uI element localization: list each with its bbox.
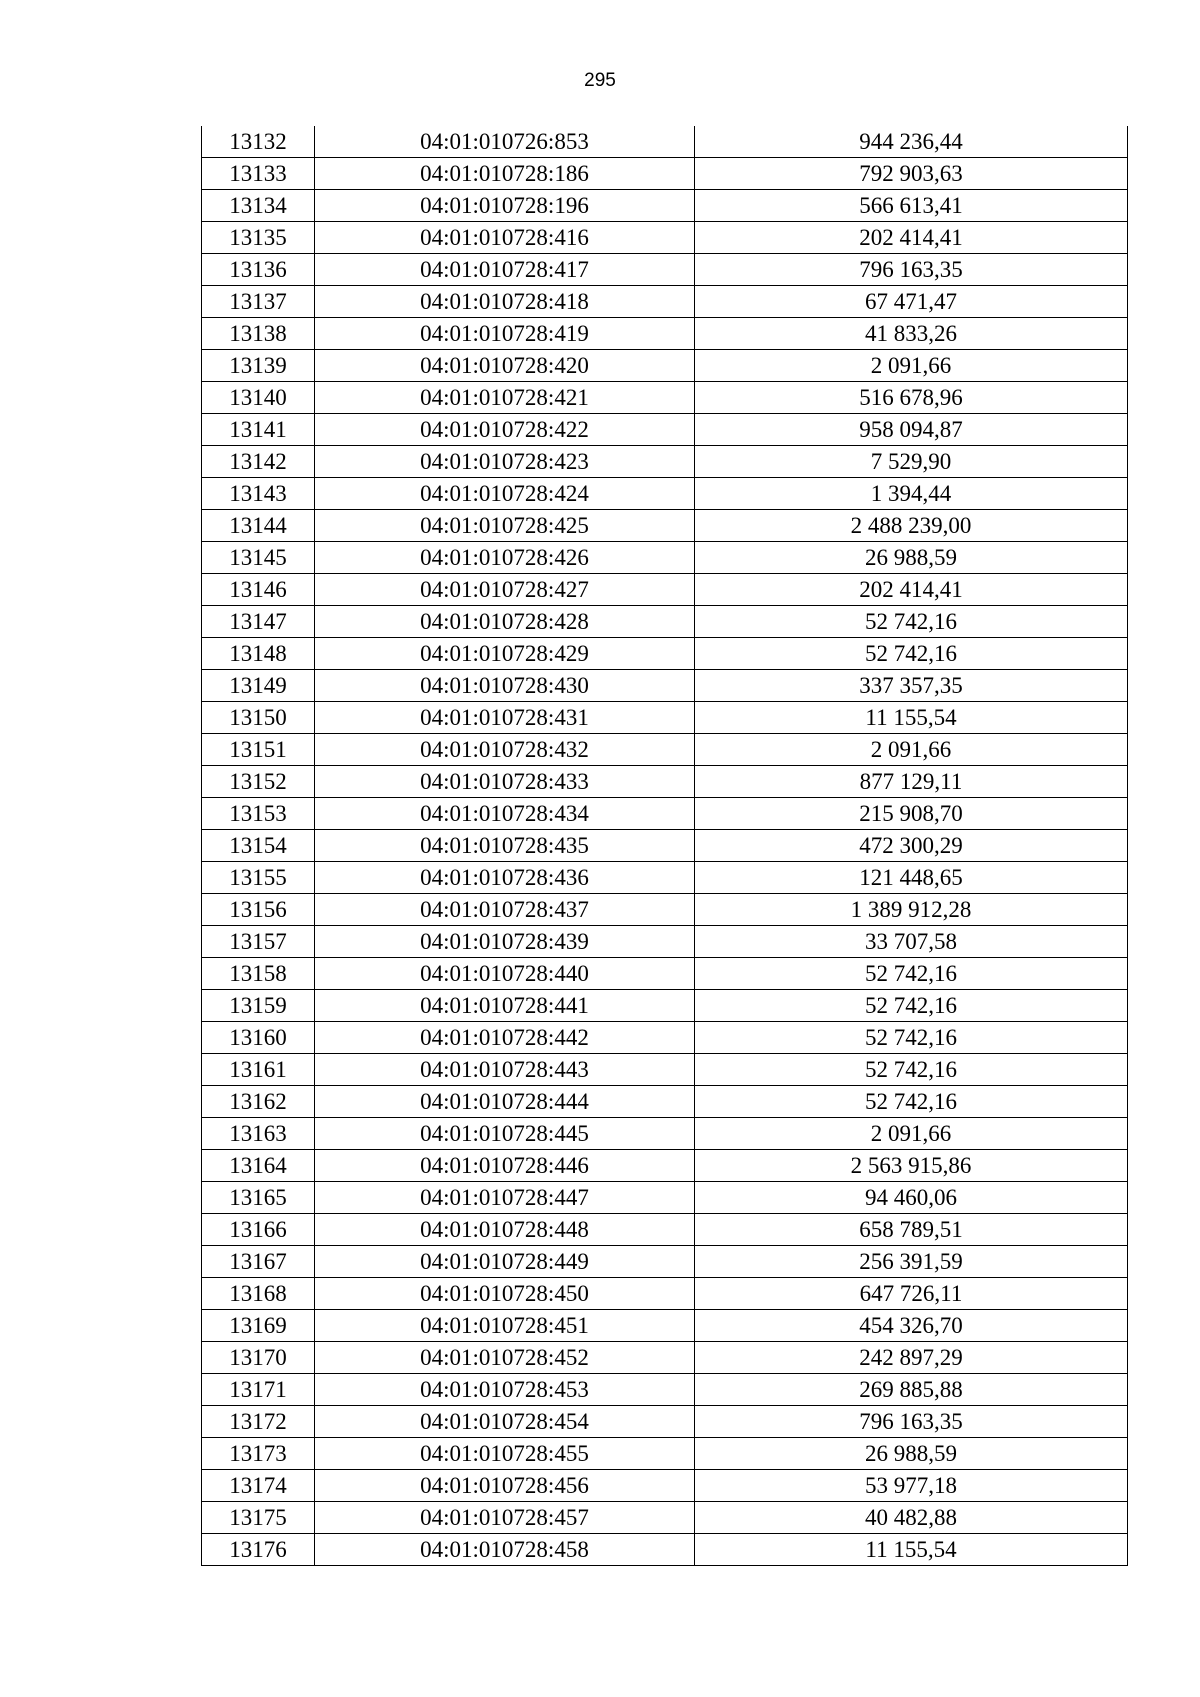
cadastral-number-cell: 04:01:010728:419 — [315, 318, 695, 350]
table-row — [202, 1246, 1128, 1278]
table-row — [202, 990, 1128, 1022]
value-cell: 454 326,70 — [695, 1310, 1128, 1342]
value-cell: 94 460,06 — [695, 1182, 1128, 1214]
cadastral-number-cell: 04:01:010728:423 — [315, 446, 695, 478]
table-row — [202, 190, 1128, 222]
cadastral-number-cell: 04:01:010728:435 — [315, 830, 695, 862]
row-number-cell: 13175 — [202, 1502, 315, 1534]
value-cell: 337 357,35 — [695, 670, 1128, 702]
row-number-cell: 13167 — [202, 1246, 315, 1278]
table-row — [202, 1310, 1128, 1342]
row-number-cell: 13168 — [202, 1278, 315, 1310]
table-row — [202, 798, 1128, 830]
cadastral-number-cell: 04:01:010728:431 — [315, 702, 695, 734]
cadastral-number-cell: 04:01:010728:437 — [315, 894, 695, 926]
value-cell: 242 897,29 — [695, 1342, 1128, 1374]
value-cell: 40 482,88 — [695, 1502, 1128, 1534]
row-number-cell: 13133 — [202, 158, 315, 190]
cadastral-number-cell: 04:01:010728:442 — [315, 1022, 695, 1054]
cadastral-number-cell: 04:01:010728:196 — [315, 190, 695, 222]
row-number-cell: 13170 — [202, 1342, 315, 1374]
value-cell: 26 988,59 — [695, 542, 1128, 574]
table-row — [202, 1438, 1128, 1470]
value-cell: 52 742,16 — [695, 638, 1128, 670]
value-cell: 52 742,16 — [695, 1086, 1128, 1118]
table-row — [202, 1374, 1128, 1406]
cadastral-number-cell: 04:01:010728:434 — [315, 798, 695, 830]
table-row — [202, 926, 1128, 958]
table-row — [202, 350, 1128, 382]
cadastral-number-cell: 04:01:010728:444 — [315, 1086, 695, 1118]
table-row — [202, 1022, 1128, 1054]
value-cell: 877 129,11 — [695, 766, 1128, 798]
value-cell: 52 742,16 — [695, 606, 1128, 638]
row-number-cell: 13149 — [202, 670, 315, 702]
data-table — [201, 126, 1128, 1566]
table-row — [202, 1406, 1128, 1438]
row-number-cell: 13142 — [202, 446, 315, 478]
cadastral-number-cell: 04:01:010728:427 — [315, 574, 695, 606]
value-cell: 52 742,16 — [695, 958, 1128, 990]
row-number-cell: 13141 — [202, 414, 315, 446]
table-row — [202, 574, 1128, 606]
table-row — [202, 638, 1128, 670]
value-cell: 2 091,66 — [695, 1118, 1128, 1150]
row-number-cell: 13134 — [202, 190, 315, 222]
row-number-cell: 13173 — [202, 1438, 315, 1470]
value-cell: 472 300,29 — [695, 830, 1128, 862]
cadastral-number-cell: 04:01:010728:439 — [315, 926, 695, 958]
value-cell: 2 091,66 — [695, 734, 1128, 766]
table-row — [202, 286, 1128, 318]
table-row — [202, 222, 1128, 254]
value-cell: 2 091,66 — [695, 350, 1128, 382]
value-cell: 52 742,16 — [695, 990, 1128, 1022]
row-number-cell: 13158 — [202, 958, 315, 990]
value-cell: 11 155,54 — [695, 1534, 1128, 1566]
cadastral-number-cell: 04:01:010728:430 — [315, 670, 695, 702]
row-number-cell: 13156 — [202, 894, 315, 926]
table-row — [202, 958, 1128, 990]
cadastral-number-cell: 04:01:010728:448 — [315, 1214, 695, 1246]
table-row — [202, 606, 1128, 638]
row-number-cell: 13176 — [202, 1534, 315, 1566]
row-number-cell: 13152 — [202, 766, 315, 798]
table-row — [202, 766, 1128, 798]
value-cell: 796 163,35 — [695, 1406, 1128, 1438]
table-row — [202, 1214, 1128, 1246]
table-row — [202, 254, 1128, 286]
row-number-cell: 13132 — [202, 126, 315, 158]
table-row — [202, 382, 1128, 414]
table-row — [202, 1534, 1128, 1566]
table-body — [202, 126, 1128, 1566]
row-number-cell: 13157 — [202, 926, 315, 958]
row-number-cell: 13148 — [202, 638, 315, 670]
cadastral-number-cell: 04:01:010728:457 — [315, 1502, 695, 1534]
cadastral-number-cell: 04:01:010728:428 — [315, 606, 695, 638]
value-cell: 7 529,90 — [695, 446, 1128, 478]
table-row — [202, 478, 1128, 510]
value-cell: 944 236,44 — [695, 126, 1128, 158]
cadastral-number-cell: 04:01:010728:440 — [315, 958, 695, 990]
page-number: 295 — [584, 70, 616, 91]
value-cell: 256 391,59 — [695, 1246, 1128, 1278]
value-cell: 33 707,58 — [695, 926, 1128, 958]
value-cell: 121 448,65 — [695, 862, 1128, 894]
value-cell: 958 094,87 — [695, 414, 1128, 446]
cadastral-number-cell: 04:01:010726:853 — [315, 126, 695, 158]
table-row — [202, 510, 1128, 542]
table-row — [202, 318, 1128, 350]
row-number-cell: 13165 — [202, 1182, 315, 1214]
table-row — [202, 1502, 1128, 1534]
table-row — [202, 1182, 1128, 1214]
table-row — [202, 894, 1128, 926]
table-row — [202, 862, 1128, 894]
value-cell: 1 389 912,28 — [695, 894, 1128, 926]
cadastral-number-cell: 04:01:010728:417 — [315, 254, 695, 286]
value-cell: 52 742,16 — [695, 1054, 1128, 1086]
row-number-cell: 13145 — [202, 542, 315, 574]
value-cell: 1 394,44 — [695, 478, 1128, 510]
row-number-cell: 13143 — [202, 478, 315, 510]
row-number-cell: 13151 — [202, 734, 315, 766]
row-number-cell: 13174 — [202, 1470, 315, 1502]
table-row — [202, 1150, 1128, 1182]
row-number-cell: 13160 — [202, 1022, 315, 1054]
row-number-cell: 13153 — [202, 798, 315, 830]
value-cell: 53 977,18 — [695, 1470, 1128, 1502]
table-row — [202, 446, 1128, 478]
table-row — [202, 158, 1128, 190]
cadastral-number-cell: 04:01:010728:452 — [315, 1342, 695, 1374]
table-row — [202, 1118, 1128, 1150]
row-number-cell: 13161 — [202, 1054, 315, 1086]
cadastral-number-cell: 04:01:010728:449 — [315, 1246, 695, 1278]
table-row — [202, 542, 1128, 574]
row-number-cell: 13164 — [202, 1150, 315, 1182]
value-cell: 792 903,63 — [695, 158, 1128, 190]
cadastral-number-cell: 04:01:010728:429 — [315, 638, 695, 670]
row-number-cell: 13169 — [202, 1310, 315, 1342]
row-number-cell: 13150 — [202, 702, 315, 734]
row-number-cell: 13166 — [202, 1214, 315, 1246]
row-number-cell: 13159 — [202, 990, 315, 1022]
value-cell: 41 833,26 — [695, 318, 1128, 350]
cadastral-number-cell: 04:01:010728:420 — [315, 350, 695, 382]
value-cell: 658 789,51 — [695, 1214, 1128, 1246]
value-cell: 202 414,41 — [695, 574, 1128, 606]
cadastral-number-cell: 04:01:010728:426 — [315, 542, 695, 574]
cadastral-number-cell: 04:01:010728:425 — [315, 510, 695, 542]
table-row — [202, 1278, 1128, 1310]
value-cell: 2 563 915,86 — [695, 1150, 1128, 1182]
row-number-cell: 13172 — [202, 1406, 315, 1438]
cadastral-number-cell: 04:01:010728:436 — [315, 862, 695, 894]
cadastral-number-cell: 04:01:010728:441 — [315, 990, 695, 1022]
row-number-cell: 13140 — [202, 382, 315, 414]
row-number-cell: 13147 — [202, 606, 315, 638]
cadastral-number-cell: 04:01:010728:454 — [315, 1406, 695, 1438]
value-cell: 796 163,35 — [695, 254, 1128, 286]
value-cell: 67 471,47 — [695, 286, 1128, 318]
row-number-cell: 13146 — [202, 574, 315, 606]
table-row — [202, 830, 1128, 862]
table-row — [202, 126, 1128, 158]
cadastral-number-cell: 04:01:010728:416 — [315, 222, 695, 254]
cadastral-number-cell: 04:01:010728:455 — [315, 1438, 695, 1470]
value-cell: 269 885,88 — [695, 1374, 1128, 1406]
row-number-cell: 13155 — [202, 862, 315, 894]
cadastral-number-cell: 04:01:010728:447 — [315, 1182, 695, 1214]
cadastral-number-cell: 04:01:010728:421 — [315, 382, 695, 414]
cadastral-number-cell: 04:01:010728:445 — [315, 1118, 695, 1150]
row-number-cell: 13144 — [202, 510, 315, 542]
cadastral-number-cell: 04:01:010728:456 — [315, 1470, 695, 1502]
cadastral-number-cell: 04:01:010728:443 — [315, 1054, 695, 1086]
row-number-cell: 13135 — [202, 222, 315, 254]
table-row — [202, 1086, 1128, 1118]
cadastral-number-cell: 04:01:010728:458 — [315, 1534, 695, 1566]
cadastral-number-cell: 04:01:010728:433 — [315, 766, 695, 798]
cadastral-number-cell: 04:01:010728:432 — [315, 734, 695, 766]
table-row — [202, 1470, 1128, 1502]
value-cell: 647 726,11 — [695, 1278, 1128, 1310]
row-number-cell: 13163 — [202, 1118, 315, 1150]
table-row — [202, 670, 1128, 702]
value-cell: 26 988,59 — [695, 1438, 1128, 1470]
value-cell: 52 742,16 — [695, 1022, 1128, 1054]
row-number-cell: 13139 — [202, 350, 315, 382]
row-number-cell: 13136 — [202, 254, 315, 286]
value-cell: 11 155,54 — [695, 702, 1128, 734]
cadastral-number-cell: 04:01:010728:422 — [315, 414, 695, 446]
row-number-cell: 13154 — [202, 830, 315, 862]
table-row — [202, 1054, 1128, 1086]
value-cell: 215 908,70 — [695, 798, 1128, 830]
table-row — [202, 1342, 1128, 1374]
cadastral-number-cell: 04:01:010728:453 — [315, 1374, 695, 1406]
cadastral-number-cell: 04:01:010728:186 — [315, 158, 695, 190]
value-cell: 202 414,41 — [695, 222, 1128, 254]
value-cell: 516 678,96 — [695, 382, 1128, 414]
cadastral-number-cell: 04:01:010728:424 — [315, 478, 695, 510]
table-row — [202, 414, 1128, 446]
cadastral-number-cell: 04:01:010728:450 — [315, 1278, 695, 1310]
row-number-cell: 13138 — [202, 318, 315, 350]
row-number-cell: 13137 — [202, 286, 315, 318]
cadastral-number-cell: 04:01:010728:446 — [315, 1150, 695, 1182]
cadastral-number-cell: 04:01:010728:418 — [315, 286, 695, 318]
row-number-cell: 13171 — [202, 1374, 315, 1406]
cadastral-number-cell: 04:01:010728:451 — [315, 1310, 695, 1342]
table-row — [202, 702, 1128, 734]
table-row — [202, 734, 1128, 766]
row-number-cell: 13162 — [202, 1086, 315, 1118]
value-cell: 2 488 239,00 — [695, 510, 1128, 542]
value-cell: 566 613,41 — [695, 190, 1128, 222]
